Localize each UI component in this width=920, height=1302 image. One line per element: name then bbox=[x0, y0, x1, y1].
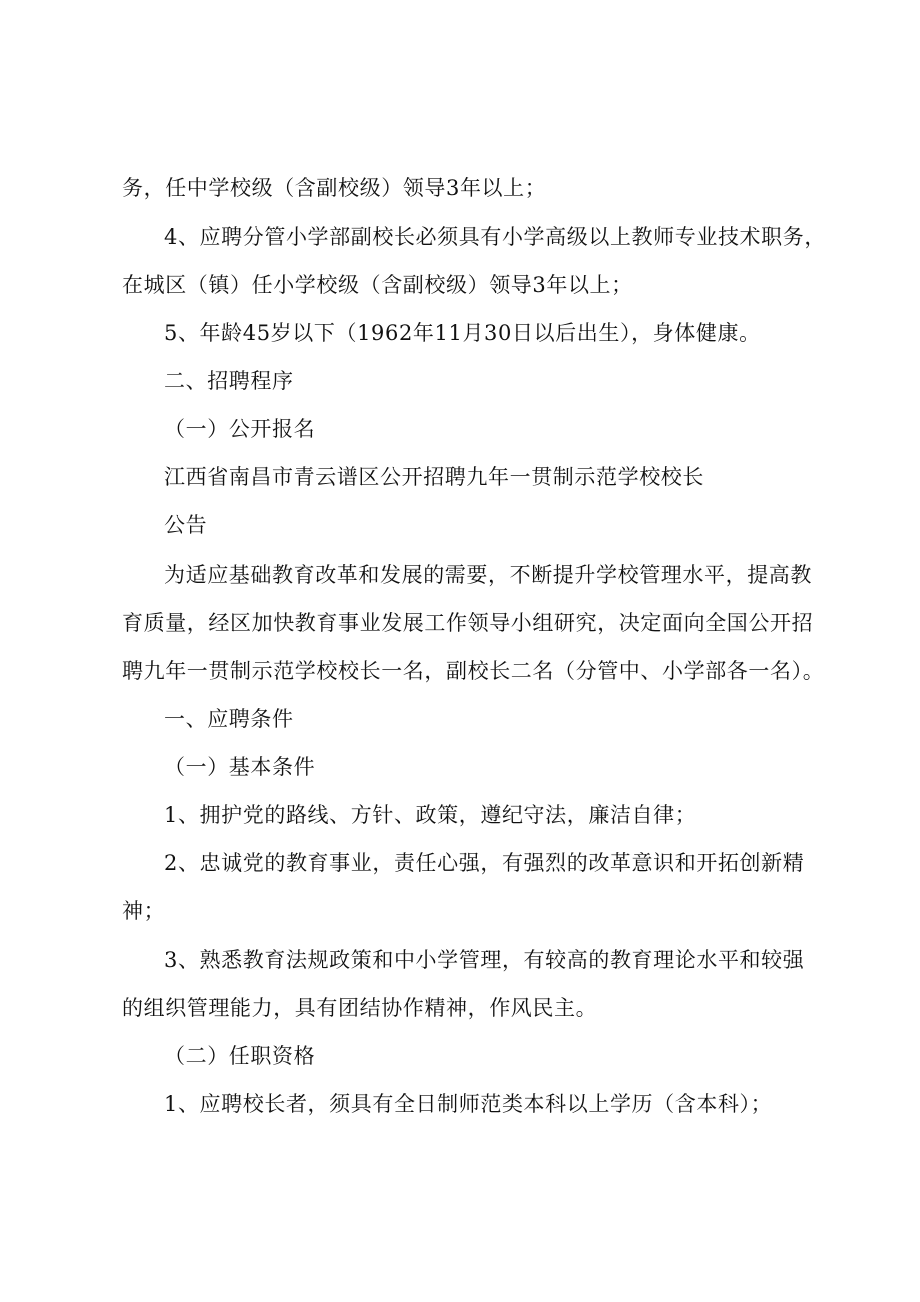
paragraph-line: 2、忠诚党的教育事业，责任心强，有强烈的改革意识和开拓创新精 bbox=[164, 851, 805, 875]
paragraph-line: 为适应基础教育改革和发展的需要，不断提升学校管理水平，提高教 bbox=[164, 563, 812, 587]
section-heading: 一、应聘条件 bbox=[164, 707, 294, 731]
paragraph-line: 聘九年一贯制示范学校校长一名，副校长二名（分管中、小学部各一名）。 bbox=[122, 659, 825, 683]
paragraph-line: 在城区（镇）任小学校级（含副校级）领导3年以上； bbox=[122, 273, 633, 297]
paragraph-line: 1、应聘校长者，须具有全日制师范类本科以上学历（含本科）； bbox=[164, 1092, 773, 1116]
subsection-heading: （一）公开报名 bbox=[164, 417, 316, 441]
subsection-heading: （二）任职资格 bbox=[164, 1044, 316, 1068]
paragraph-line: 1、拥护党的路线、方针、政策，遵纪守法，廉洁自律； bbox=[164, 803, 697, 827]
paragraph-line: 神； bbox=[122, 899, 166, 923]
paragraph-line: 育质量，经区加快教育事业发展工作领导小组研究，决定面向全国公开招 bbox=[122, 611, 814, 635]
paragraph-line: 4、应聘分管小学部副校长必须具有小学高级以上教师专业技术职务， bbox=[164, 225, 826, 249]
notice-title: 江西省南昌市青云谱区公开招聘九年一贯制示范学校校长 bbox=[164, 465, 704, 489]
section-heading: 二、招聘程序 bbox=[164, 369, 294, 393]
paragraph-line: 务，任中学校级（含副校级）领导3年以上； bbox=[122, 176, 547, 200]
notice-subtitle: 公告 bbox=[164, 513, 208, 537]
paragraph-line: 5、年龄45岁以下（1962年11月30日以后出生），身体健康。 bbox=[164, 321, 761, 345]
paragraph-line: 的组织管理能力，具有团结协作精神，作风民主。 bbox=[122, 996, 598, 1020]
paragraph-line: 3、熟悉教育法规政策和中小学管理，有较高的教育理论水平和较强 bbox=[164, 948, 805, 972]
subsection-heading: （一）基本条件 bbox=[164, 755, 316, 779]
